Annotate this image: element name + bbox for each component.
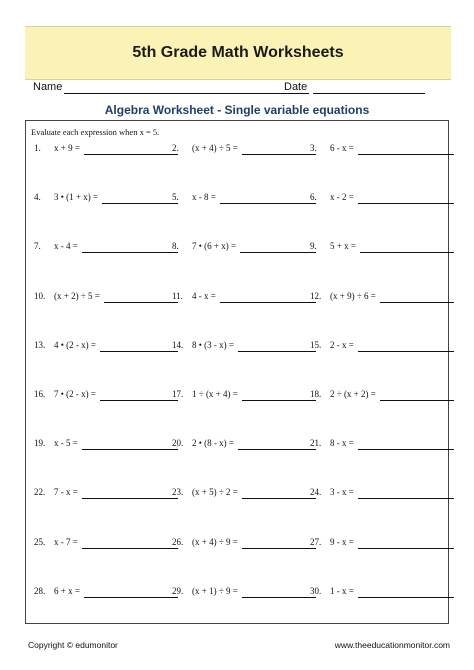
problem-item (34, 291, 184, 305)
problem-number: 13. (34, 340, 46, 350)
problem-expression: (x + 1) ÷ 9 = (192, 586, 238, 596)
problem-item (310, 487, 460, 501)
problem-number: 2. (172, 143, 179, 153)
problem-expression: 2 ÷ (x + 2) = (330, 389, 376, 399)
problem-item (34, 487, 184, 501)
problem-number: 25. (34, 537, 46, 547)
problem-expression: 5 + x = (330, 241, 356, 251)
answer-line[interactable] (358, 498, 454, 499)
answer-line[interactable] (360, 252, 454, 253)
problem-expression: 3 • (1 + x) = (54, 192, 99, 202)
instructions-text: Evaluate each expression when x = 5. (31, 127, 160, 137)
problem-item (172, 487, 322, 501)
problem-item (310, 438, 460, 452)
name-label: Name (33, 81, 63, 93)
problem-item (172, 143, 322, 157)
problem-number: 27. (310, 537, 322, 547)
answer-line[interactable] (358, 597, 454, 598)
problem-number: 14. (172, 340, 184, 350)
problem-item (310, 143, 460, 157)
answer-line[interactable] (104, 302, 178, 303)
website-link[interactable]: www.theeducationmonitor.com (334, 640, 450, 650)
problem-expression: 1 - x = (330, 586, 354, 596)
problem-item (310, 241, 460, 255)
problem-item (172, 537, 322, 551)
problem-expression: (x + 9) ÷ 6 = (330, 291, 376, 301)
problem-expression: x - 5 = (54, 438, 78, 448)
problem-number: 30. (310, 586, 322, 596)
problem-expression: 4 - x = (192, 291, 216, 301)
problem-item (172, 340, 322, 354)
problem-number: 12. (310, 291, 322, 301)
problem-item (34, 537, 184, 551)
problem-number: 22. (34, 487, 46, 497)
problem-expression: 7 • (2 - x) = (54, 389, 96, 399)
problem-item (34, 340, 184, 354)
problem-expression: 2 • (8 - x) = (192, 438, 234, 448)
problem-number: 5. (172, 192, 179, 202)
problem-item (310, 291, 460, 305)
answer-line[interactable] (358, 351, 454, 352)
answer-line[interactable] (82, 449, 178, 450)
problem-number: 4. (34, 192, 41, 202)
problem-number: 3. (310, 143, 317, 153)
problem-number: 15. (310, 340, 322, 350)
problem-expression: x - 2 = (330, 192, 354, 202)
date-field-line[interactable] (313, 93, 425, 94)
answer-line[interactable] (238, 351, 316, 352)
answer-line[interactable] (242, 154, 316, 155)
problem-expression: 1 ÷ (x + 4) = (192, 389, 238, 399)
problem-number: 11. (172, 291, 183, 301)
date-label: Date (284, 81, 308, 93)
problem-number: 17. (172, 389, 184, 399)
problem-number: 19. (34, 438, 46, 448)
problem-number: 28. (34, 586, 46, 596)
answer-line[interactable] (358, 548, 454, 549)
problem-number: 24. (310, 487, 322, 497)
answer-line[interactable] (380, 400, 454, 401)
problem-expression: (x + 2) ÷ 5 = (54, 291, 100, 301)
problem-item (310, 389, 460, 403)
problem-number: 8. (172, 241, 179, 251)
problem-item (310, 586, 460, 600)
title-banner (25, 26, 451, 80)
name-field-line[interactable] (64, 93, 309, 94)
answer-line[interactable] (358, 449, 454, 450)
problem-expression: (x + 4) ÷ 9 = (192, 537, 238, 547)
answer-line[interactable] (84, 154, 178, 155)
problem-expression: (x + 4) ÷ 5 = (192, 143, 238, 153)
problem-number: 23. (172, 487, 184, 497)
problem-expression: 6 - x = (330, 143, 354, 153)
problem-number: 9. (310, 241, 317, 251)
answer-line[interactable] (220, 203, 316, 204)
problem-expression: 4 • (2 - x) = (54, 340, 96, 350)
problem-item (172, 438, 322, 452)
problem-item (172, 241, 322, 255)
problem-expression: (x + 5) ÷ 2 = (192, 487, 238, 497)
answer-line[interactable] (240, 252, 316, 253)
problem-expression: 7 • (6 + x) = (192, 241, 237, 251)
problem-expression: x + 9 = (54, 143, 80, 153)
answer-line[interactable] (358, 203, 454, 204)
problem-number: 26. (172, 537, 184, 547)
answer-line[interactable] (100, 351, 178, 352)
name-date-row (33, 81, 443, 97)
problem-item (34, 389, 184, 403)
copyright-text: Copyright © edumonitor (28, 640, 118, 650)
problem-item (172, 192, 322, 206)
problem-expression: 2 - x = (330, 340, 354, 350)
problem-expression: 8 • (3 - x) = (192, 340, 234, 350)
problem-number: 18. (310, 389, 322, 399)
problem-expression: 8 - x = (330, 438, 354, 448)
problem-item (172, 586, 322, 600)
problem-item (34, 241, 184, 255)
problem-number: 21. (310, 438, 322, 448)
answer-line[interactable] (84, 597, 178, 598)
problem-item (172, 389, 322, 403)
problem-expression: x - 8 = (192, 192, 216, 202)
problem-expression: 3 - x = (330, 487, 354, 497)
problem-number: 7. (34, 241, 41, 251)
worksheet-subtitle: Algebra Worksheet - Single variable equations (104, 103, 370, 117)
problem-number: 10. (34, 291, 46, 301)
problem-expression: 9 - x = (330, 537, 354, 547)
problem-item (310, 192, 460, 206)
problem-item (172, 291, 322, 305)
problem-expression: 6 + x = (54, 586, 80, 596)
answer-line[interactable] (82, 252, 178, 253)
problem-number: 6. (310, 192, 317, 202)
problem-item (310, 537, 460, 551)
problem-expression: 7 - x = (54, 487, 78, 497)
answer-line[interactable] (242, 400, 316, 401)
problem-expression: x - 4 = (54, 241, 78, 251)
answer-line[interactable] (100, 400, 178, 401)
answer-line[interactable] (102, 203, 178, 204)
answer-line[interactable] (242, 498, 316, 499)
page-title: 5th Grade Math Worksheets (132, 44, 344, 61)
problem-item (310, 340, 460, 354)
problem-item (34, 586, 184, 600)
answer-line[interactable] (82, 548, 178, 549)
answer-line[interactable] (82, 498, 178, 499)
problem-number: 16. (34, 389, 46, 399)
answer-line[interactable] (380, 302, 454, 303)
answer-line[interactable] (238, 449, 316, 450)
problem-number: 29. (172, 586, 184, 596)
answer-line[interactable] (358, 154, 454, 155)
answer-line[interactable] (242, 548, 316, 549)
problem-item (34, 143, 184, 157)
problem-item (34, 438, 184, 452)
answer-line[interactable] (242, 597, 316, 598)
problem-number: 20. (172, 438, 184, 448)
problem-number: 1. (34, 143, 41, 153)
problem-expression: x - 7 = (54, 537, 78, 547)
problem-item (34, 192, 184, 206)
answer-line[interactable] (220, 302, 316, 303)
